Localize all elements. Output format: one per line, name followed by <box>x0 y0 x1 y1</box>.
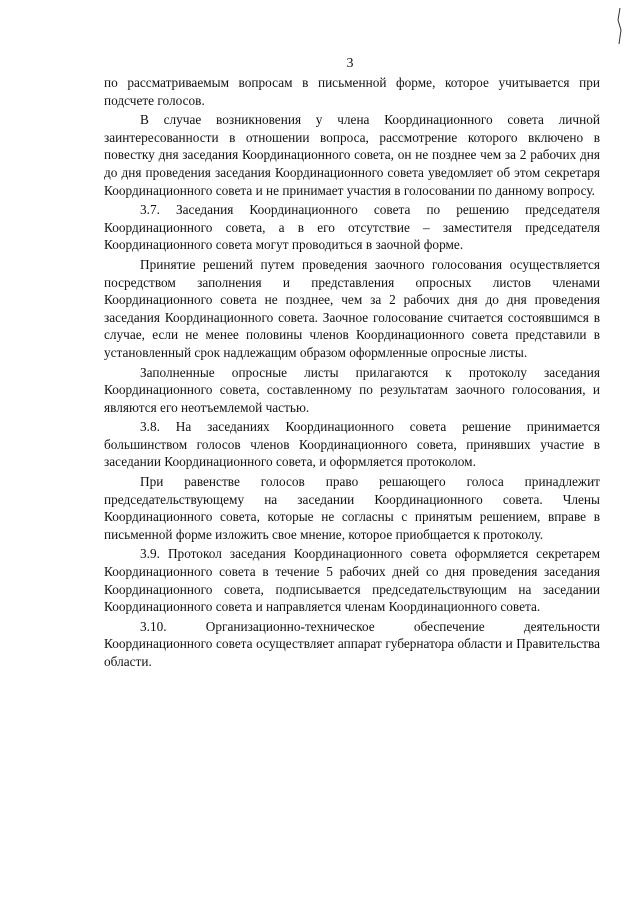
page-number: 3 <box>346 56 354 71</box>
paragraph-3-7: 3.7. Заседания Координационного совета по решению председателя Координационного совета, а в его отсутствие – заместителя председателя Координационного совета могут проводиться в заочной форме. <box>104 202 600 253</box>
paragraph-continuation: по рассматриваемым вопросам в письменной форме, которое учитывается при подсчете голосов. <box>104 75 600 108</box>
paragraph-questionnaires: Заполненные опросные листы прилагаются к протоколу заседания Координационного совета, составленному по результатам заочного голосования, и являются его неотъемлемой частью. <box>104 364 600 415</box>
scan-mark <box>614 6 626 46</box>
paragraph-3-8: 3.8. На заседаниях Координационного совета решение принимается большинством голосов членов Координационного совета, принявших участие в заседании Координационного совета, и оформляется протоколом. <box>104 419 600 470</box>
document-body <box>104 74 600 673</box>
paragraph-3-10: 3.10. Организационно-техническое обеспечение деятельности Координационного совета осуществляет аппарат губернатора области и Правительства области. <box>104 618 600 669</box>
paragraph-3-9: 3.9. Протокол заседания Координационного совета оформляется секретарем Координационного совета в течение 5 рабочих дней со дня проведения заседания Координационного совета, подписывается председательствующим на заседании Координационного совета и направляется членам Координационного совета. <box>104 546 600 615</box>
paragraph-tie-vote: При равенстве голосов право решающего голоса принадлежит председательствующему на заседании Координационного совета. Члены Координационного совета, которые не согласны с принятым решением, вправе в письменной форме изложить свое мнение, которое приобщается к протоколу. <box>104 474 600 542</box>
paragraph-conflict-of-interest: В случае возникновения у члена Координационного совета личной заинтересованности в отношении вопроса, рассмотрение которого включено в повестку дня заседания Координационного совета, он не позднее чем за 2 рабочих дня до дня проведения заседания Координационного совета уведомляет об этом секретаря Координационного совета и не принимает участия в голосовании по данному вопросу. <box>104 112 600 198</box>
paragraph-absentee-voting: Принятие решений путем проведения заочного голосования осуществляется посредством заполнения и представления опросных листов членами Координационного совета не позднее, чем за 2 рабочих дня до дня проведения заседания Координационного совета. Заочное голосование считается состоявшимся в случае, если не менее половины членов Координационного совета представили в установленный срок надлежащим образом оформленные опросные листы. <box>104 256 600 360</box>
